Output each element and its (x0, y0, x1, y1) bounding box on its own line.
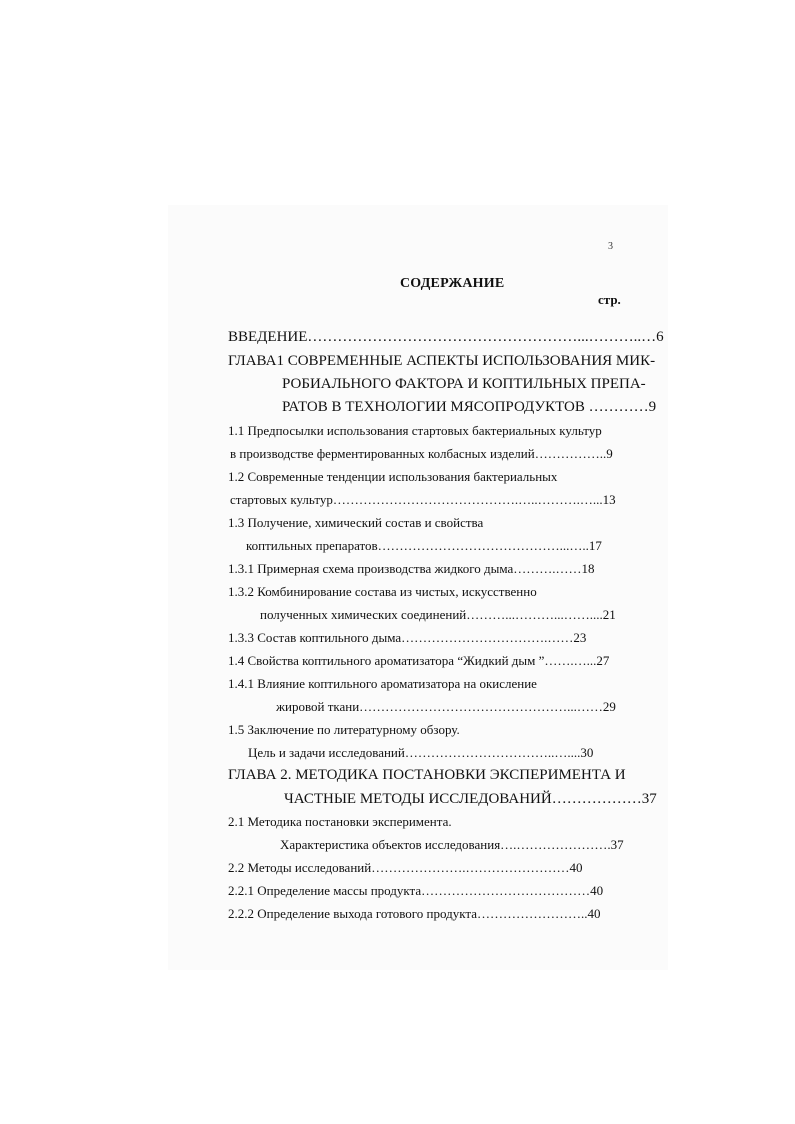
toc-entry-1-5-cont: Цель и задачи исследований……………………………..…....30 (248, 745, 594, 760)
toc-title: СОДЕРЖАНИЕ (400, 276, 505, 291)
toc-entry-2-2-1: 2.2.1 Определение массы продукта…………………………………40 (228, 883, 604, 898)
toc-entry-1-1-cont: в производстве ферментированных колбасных изделий……………..9 (230, 446, 613, 461)
toc-entry-chapter1-cont: РАТОВ В ТЕХНОЛОГИИ МЯСОПРОДУКТОВ …………9 (282, 399, 657, 415)
toc-entry-1-3: 1.3 Получение, химический состав и свойства (228, 515, 484, 530)
toc-entry-1-3-cont: коптильных препаратов……………………………………...…..17 (246, 538, 602, 553)
toc-entry-chapter1: ГЛАВА1 СОВРЕМЕННЫЕ АСПЕКТЫ ИСПОЛЬЗОВАНИЯ МИК- (228, 353, 656, 369)
toc-entry-chapter2: ГЛАВА 2. МЕТОДИКА ПОСТАНОВКИ ЭКСПЕРИМЕНТА И (228, 767, 626, 783)
toc-entry-1-2-cont: стартовых культур…………………………………….…..……….…...13 (230, 492, 616, 507)
toc-entry-1-1: 1.1 Предпосылки использования стартовых бактериальных культур (228, 423, 602, 438)
toc-entry-1-3-2-cont: полученных химических соединений………...………...……....21 (260, 607, 616, 622)
toc-entry-1-4: 1.4 Свойства коптильного ароматизатора “Жидкий дым ”…….…...27 (228, 653, 610, 668)
toc-entry-chapter2-cont: ЧАСТНЫЕ МЕТОДЫ ИССЛЕДОВАНИЙ………………37 (284, 791, 657, 807)
toc-entry-2-1-cont: Характеристика объектов исследования….………………….37 (280, 837, 624, 852)
toc-entry-1-3-2: 1.3.2 Комбинирование состава из чистых, искусственно (228, 584, 537, 599)
toc-entry-1-4-1-cont: жировой ткани…………………………………………...……29 (276, 699, 616, 714)
toc-entry-1-5: 1.5 Заключение по литературному обзору. (228, 722, 460, 737)
toc-entry-1-4-1: 1.4.1 Влияние коптильного ароматизатора на окисление (228, 676, 537, 691)
page-column-header: стр. (598, 292, 621, 307)
toc-entry-introduction: ВВЕДЕНИЕ………………………………………………...………..…6 (228, 329, 664, 345)
toc-entry-chapter1-cont: РОБИАЛЬНОГО ФАКТОРА И КОПТИЛЬНЫХ ПРЕПА- (282, 376, 646, 392)
page-number: 3 (608, 241, 613, 252)
toc-entry-2-2: 2.2 Методы исследований………………….……………………40 (228, 860, 583, 875)
toc-entry-2-1: 2.1 Методика постановки эксперимента. (228, 814, 452, 829)
toc-entry-1-3-3: 1.3.3 Состав коптильного дыма…………………………….……23 (228, 630, 587, 645)
toc-entry-1-2: 1.2 Современные тенденции использования бактериальных (228, 469, 558, 484)
toc-entry-1-3-1: 1.3.1 Примерная схема производства жидкого дыма……….……18 (228, 561, 595, 576)
toc-entry-2-2-2: 2.2.2 Определение выхода готового продукта……………………..40 (228, 906, 601, 921)
